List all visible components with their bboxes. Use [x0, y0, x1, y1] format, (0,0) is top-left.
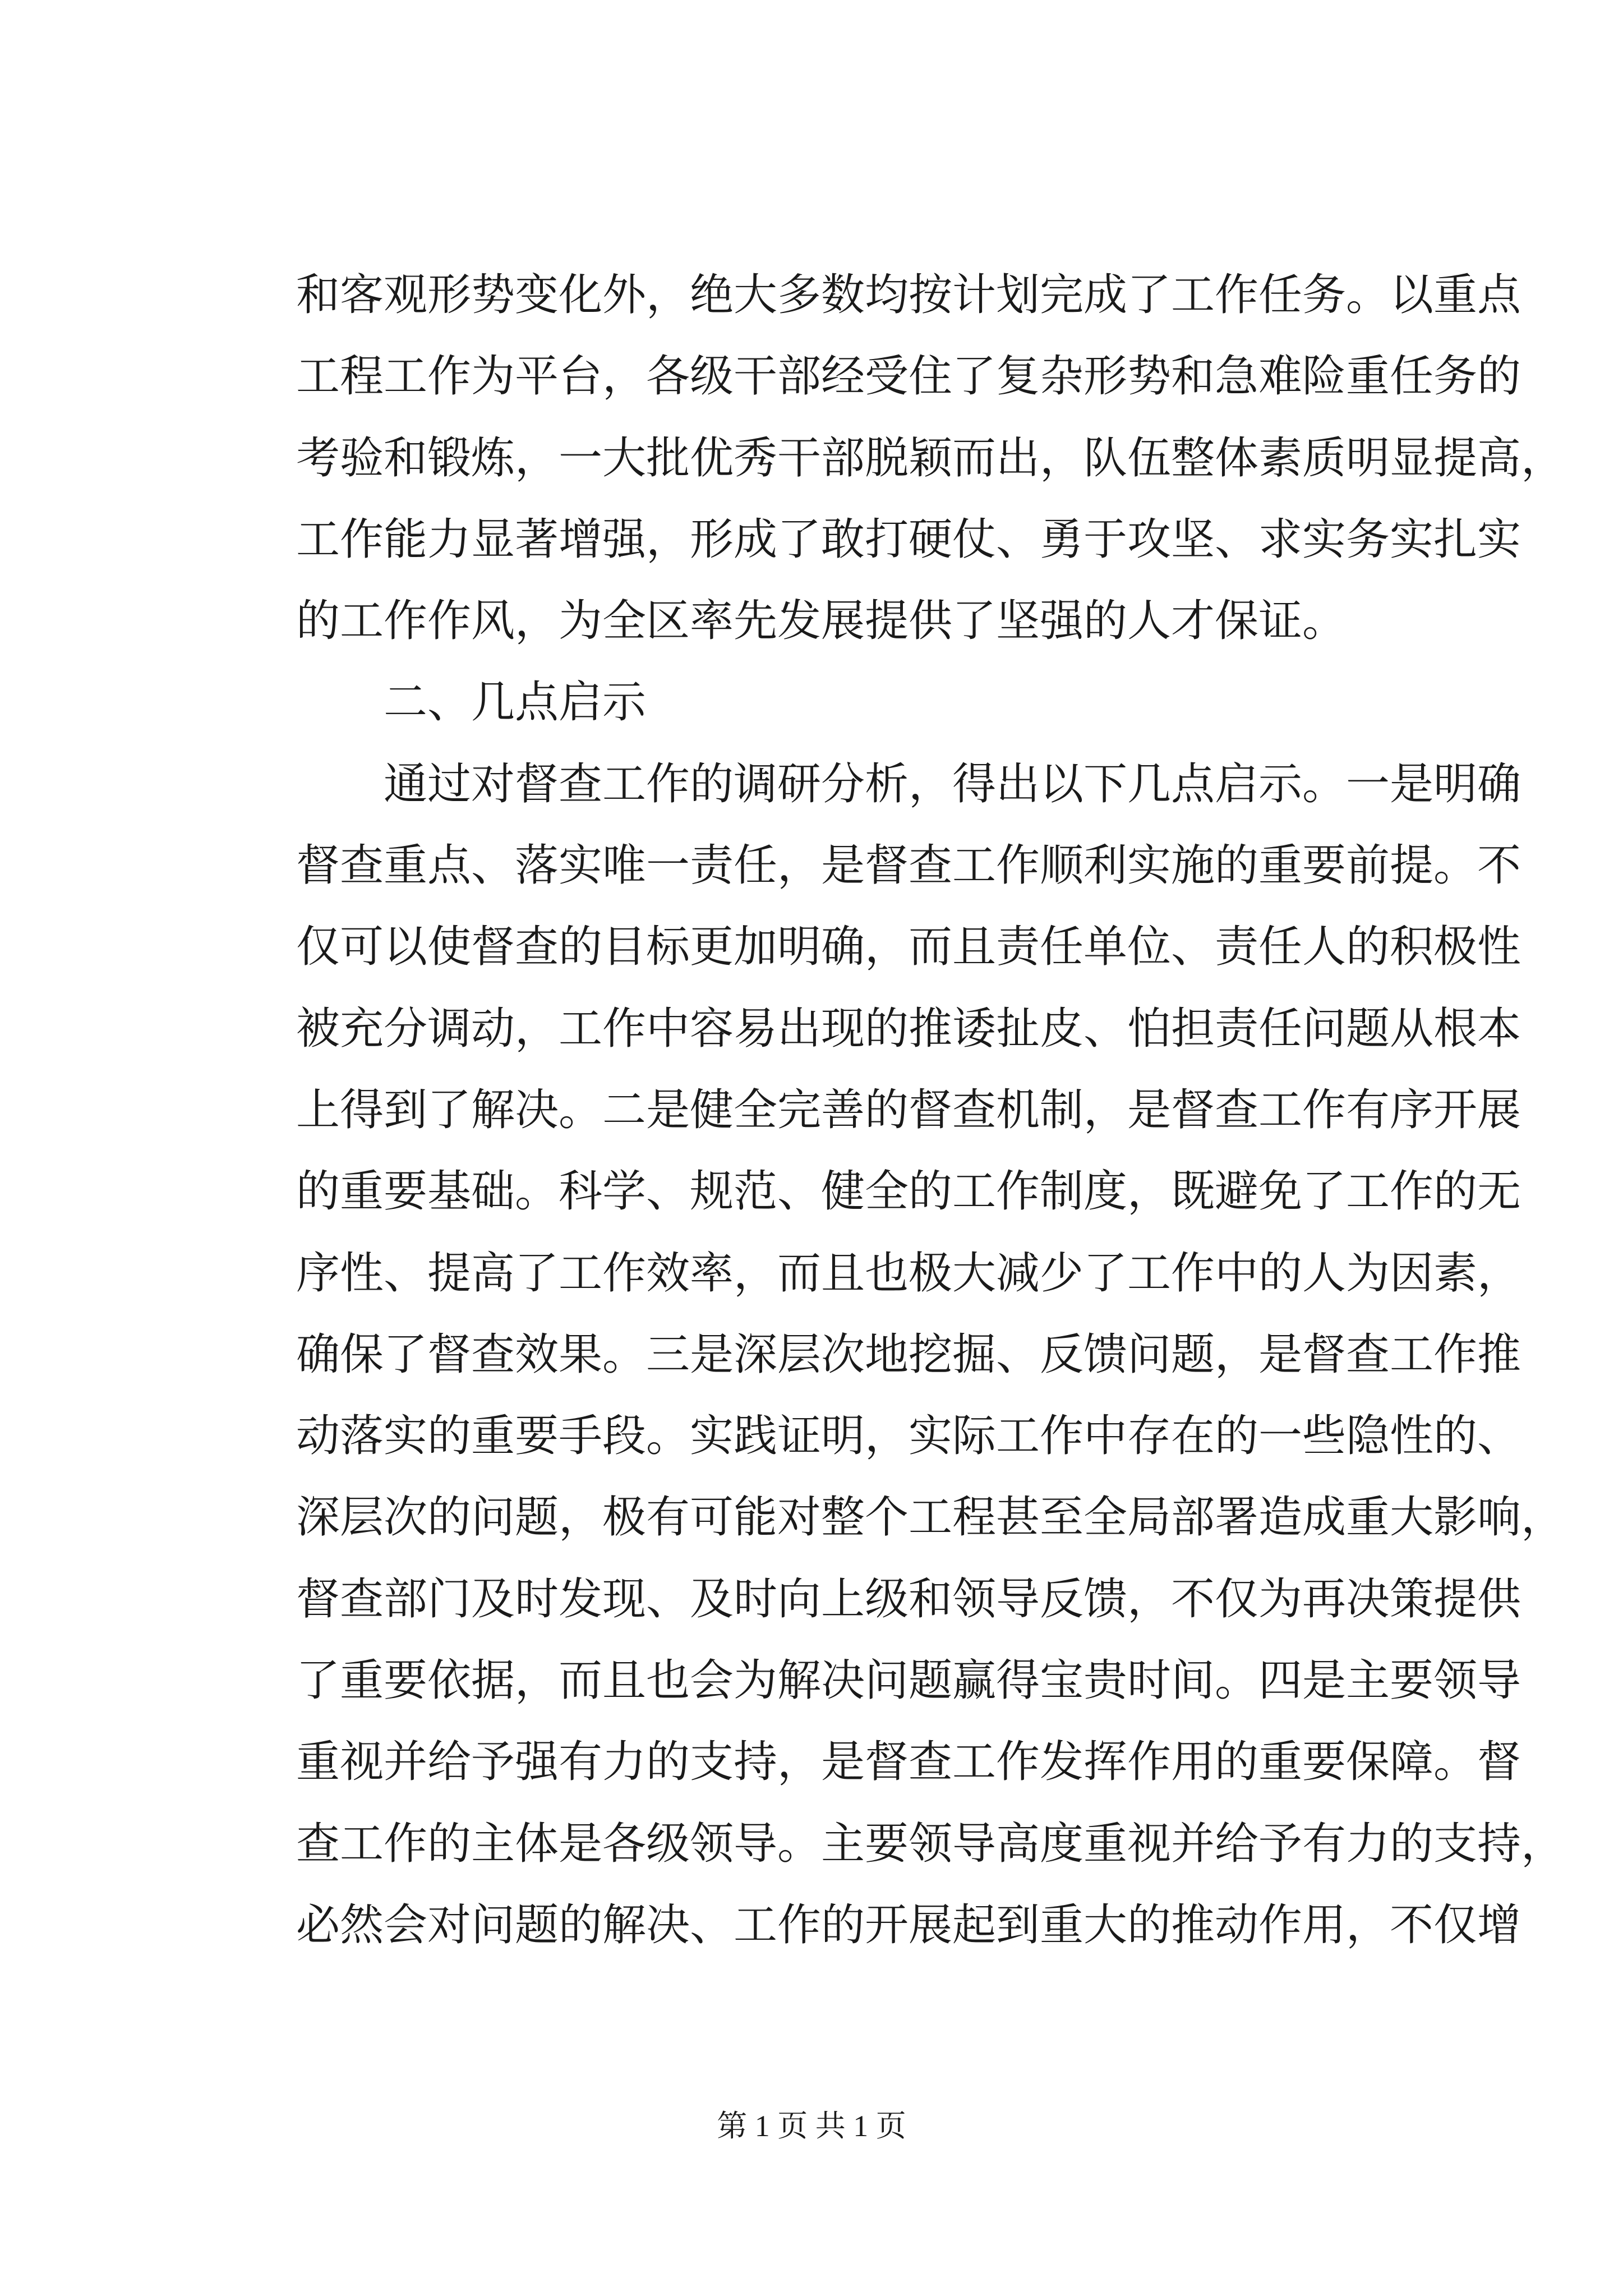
text-line: 重视并给予强有力的支持，是督查工作发挥作用的重要保障。督	[296, 1737, 1521, 1788]
text-line: 了重要依据，而且也会为解决问题赢得宝贵时间。四是主要领导	[296, 1655, 1521, 1706]
section-heading: 二、几点启示	[384, 677, 647, 728]
text-line: 和客观形势变化外，绝大多数均按计划完成了工作任务。以重点	[296, 270, 1521, 320]
text-line: 查工作的主体是各级领导。主要领导高度重视并给予有力的支持，	[296, 1818, 1565, 1869]
text-line: 的重要基础。科学、规范、健全的工作制度，既避免了工作的无	[296, 1166, 1521, 1217]
text-line: 的工作作风，为全区率先发展提供了坚强的人才保证。	[296, 596, 1347, 647]
text-line: 必然会对问题的解决、工作的开展起到重大的推动作用，不仅增	[296, 1899, 1521, 1950]
text-line: 深层次的问题，极有可能对整个工程甚至全局部署造成重大影响，	[296, 1492, 1565, 1543]
text-line: 被充分调动，工作中容易出现的推诿扯皮、怕担责任问题从根本	[296, 1003, 1521, 1054]
text-line: 动落实的重要手段。实践证明，实际工作中存在的一些隐性的、	[296, 1411, 1521, 1462]
text-line: 督查重点、落实唯一责任，是督查工作顺利实施的重要前提。不	[296, 840, 1521, 891]
text-line: 通过对督查工作的调研分析，得出以下几点启示。一是明确	[384, 758, 1521, 809]
text-line: 确保了督查效果。三是深层次地挖掘、反馈问题，是督查工作推	[296, 1329, 1521, 1380]
text-line: 工程工作为平台，各级干部经受住了复杂形势和急难险重任务的	[296, 351, 1521, 402]
text-line: 上得到了解决。二是健全完善的督查机制，是督查工作有序开展	[296, 1084, 1521, 1135]
text-line: 考验和锻炼，一大批优秀干部脱颖而出，队伍整体素质明显提高，	[296, 432, 1565, 484]
page-number-footer: 第 1 页 共 1 页	[717, 2109, 906, 2143]
text-line: 仅可以使督查的目标更加明确，而且责任单位、责任人的积极性	[296, 922, 1521, 973]
text-line: 督查部门及时发现、及时向上级和领导反馈，不仅为再决策提供	[296, 1573, 1521, 1625]
document-body	[296, 255, 1565, 1966]
text-line: 工作能力显著增强，形成了敢打硬仗、勇于攻坚、求实务实扎实	[296, 514, 1521, 565]
text-line: 序性、提高了工作效率，而且也极大减少了工作中的人为因素，	[296, 1248, 1521, 1299]
